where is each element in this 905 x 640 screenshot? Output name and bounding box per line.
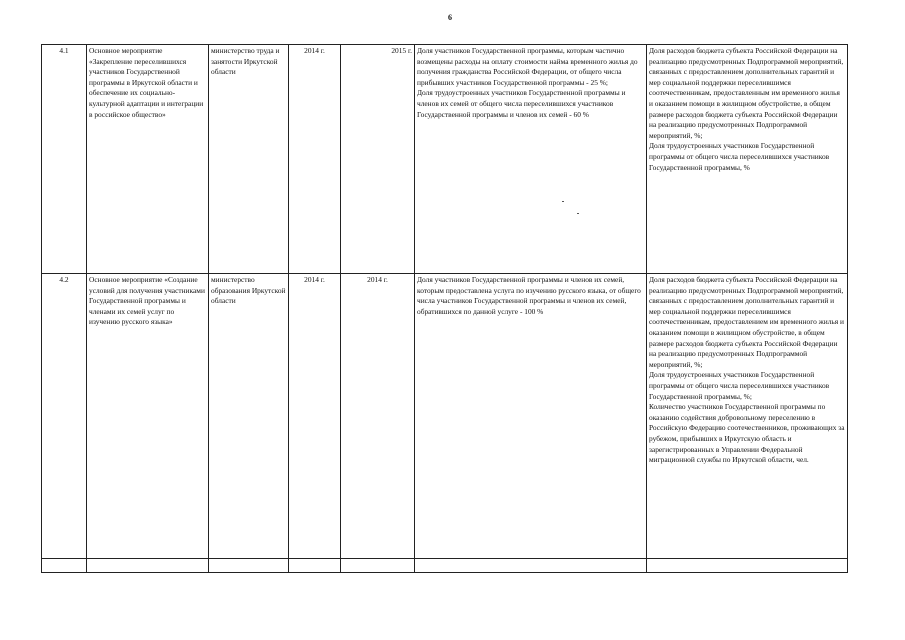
indicator-text: Количество участников Государственной программы по оказанию содействия добровольному переселению в Российскую Федерацию соотечественников, проживающих за рубежом, прибывших в Иркутскую область и зарегистрированных в Управлении Федеральной миграционной службы по Иркутской области, чел. bbox=[649, 402, 845, 465]
table-row bbox=[42, 45, 848, 274]
table-row bbox=[42, 274, 848, 559]
event-name: Основное мероприятие «Закрепление переселившихся участников Государственной программы в Иркутской области и обеспечение их социально-культурной адаптации и интеграции в российское общество» bbox=[87, 45, 209, 274]
end-year: 2015 г. bbox=[341, 45, 415, 274]
scan-speck bbox=[562, 201, 564, 202]
executor: министерство образования Иркутской области bbox=[209, 274, 289, 559]
start-year: 2014 г. bbox=[289, 274, 341, 559]
target-indicators bbox=[647, 45, 848, 274]
end-year: 2014 г. bbox=[341, 274, 415, 559]
event-name: Основное мероприятие «Создание условий для получения участниками Государственной программы и членами их семей услуг по изучению русского языка» bbox=[87, 274, 209, 559]
row-number: 4.2 bbox=[42, 274, 87, 559]
expected-result bbox=[415, 274, 647, 559]
expected-result bbox=[415, 45, 647, 274]
table-row-empty bbox=[42, 559, 848, 573]
scan-speck bbox=[577, 213, 579, 214]
target-indicators bbox=[647, 274, 848, 559]
result-text: Доля участников Государственной программы и членов их семей, которым предоставлена услуга по изучению русского языка, от общего числа участников Государственной программы и членов их семей, обратившихся по данной услуге - 100 % bbox=[417, 275, 641, 316]
indicator-text: Доля трудоустроенных участников Государственной программы от общего числа переселившихся участников Государственной программы, % bbox=[649, 141, 830, 172]
row-number: 4.1 bbox=[42, 45, 87, 274]
page-number: 6 bbox=[448, 13, 452, 22]
indicator-text: Доля расходов бюджета субъекта Российской Федерации на реализацию предусмотренных Подпрограммой мероприятий, связанных с предоставлением дополнительных гарантий и мер социальной поддержки переселившимся соотечественникам, предоставленным им временного жилья и оказанием помощи в жилищном обустройстве, в общем размере расходов бюджета субъекта Российской Федерации на реализацию предусмотренных Подпрограммой мероприятий, %; bbox=[649, 46, 844, 140]
executor: министерство труда и занятости Иркутской области bbox=[209, 45, 289, 274]
result-text: Доля трудоустроенных участников Государственной программы и членов их семей от общего числа переселившихся участников Государственной программы и членов их семей - 60 % bbox=[417, 88, 626, 119]
start-year: 2014 г. bbox=[289, 45, 341, 274]
result-text: Доля участников Государственной программы, которым частично возмещены расходы на оплату стоимости найма временного жилья до получения гражданства Российской Федерации, от общего числа прибывших участников Государственной программы - 25 %; bbox=[417, 46, 638, 87]
indicator-text: Доля расходов бюджета субъекта Российской Федерации на реализацию предусмотренных Подпрограммой мероприятий, связанных с предоставлением дополнительных гарантий и мер социальной поддержки переселившимся соотечественникам, предоставлением им временного жилья и оказанием помощи в жилищном обустройстве, в общем размере расходов бюджета субъекта Российской Федерации на реализацию предусмотренных Подпрограммой мероприятий, %; bbox=[649, 275, 844, 369]
program-events-table bbox=[41, 44, 848, 573]
indicator-text: Доля трудоустроенных участников Государственной программы от общего числа переселившихся участников Государственной программы, %; bbox=[649, 370, 830, 401]
